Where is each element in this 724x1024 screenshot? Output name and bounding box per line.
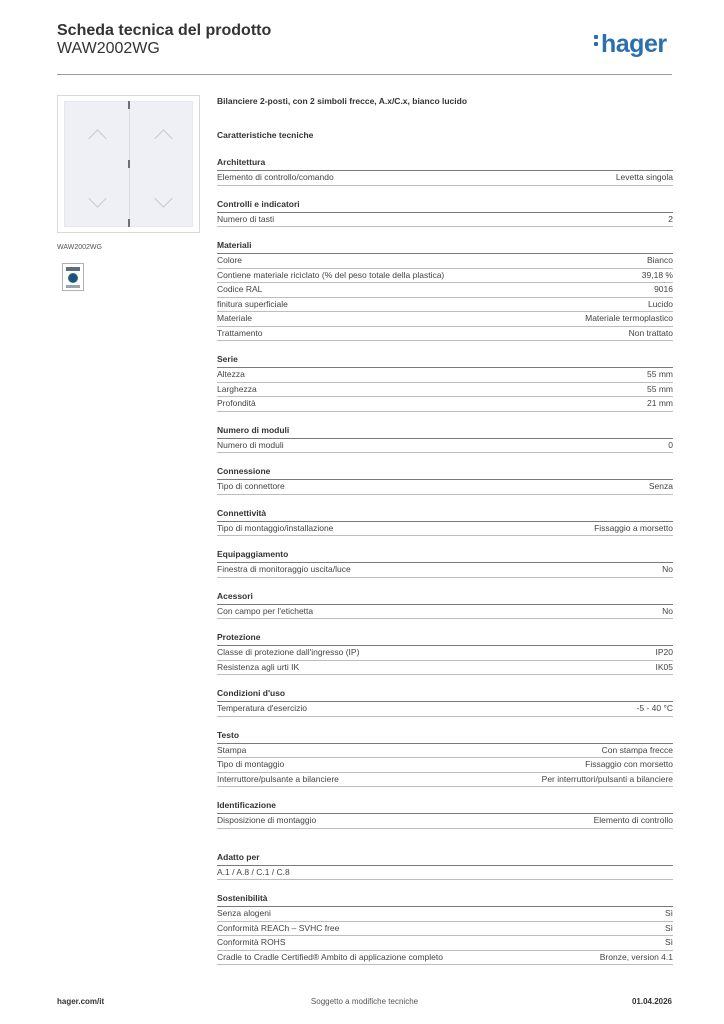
spec-label: Tipo di montaggio/installazione [217,522,334,533]
spec-label: Finestra di monitoraggio uscita/luce [217,564,351,574]
spec-value: Sì [664,937,673,947]
spec-section [217,799,673,829]
spec-section [217,729,673,788]
spec-row [217,907,673,922]
spec-value: IK05 [655,661,673,672]
spec-value: Elemento di controllo [593,815,673,825]
spec-row [217,661,673,676]
spec-value: -5 - 40 °C [636,703,673,713]
spec-value: Materiale termoplastico [585,313,673,323]
spec-value: 2 [668,213,673,224]
spec-value: Bronze, version 4.1 [599,951,673,962]
spec-row [217,269,673,284]
spec-row [217,866,673,881]
spec-value: 39,18 % [641,269,673,280]
spec-row [217,480,673,495]
spec-label: Colore [217,255,243,265]
spec-row [217,563,673,578]
spec-label: Stampa [217,744,247,755]
spec-value: IP20 [655,647,673,657]
section-title: Numero di moduli [217,424,673,439]
section-title: Serie [217,353,673,368]
spec-value: No [662,564,673,574]
spec-label: Codice RAL [217,284,263,294]
arrow-up-icon [88,129,106,147]
spec-value: Sì [664,908,673,918]
spec-row [217,213,673,228]
spec-value: Lucido [647,298,673,309]
spec-row [217,368,673,383]
spec-value: 0 [668,439,673,450]
page-title: Scheda tecnica del prodotto [57,22,272,39]
spec-section [217,590,673,620]
spec-label: Resistenza agli urti IK [217,661,300,672]
spec-label: Interruttore/pulsante a bilanciere [217,773,339,784]
section-title: Connettività [217,507,673,522]
certification-badge-icon [62,263,84,291]
arrow-down-icon [154,189,172,207]
product-image [57,95,200,233]
spec-section [217,892,673,965]
spec-row [217,922,673,937]
section-title: Identificazione [217,799,673,814]
spec-row [217,397,673,412]
spec-row [217,758,673,773]
rocker-switch-illustration [64,101,193,227]
section-title: Adatto per [217,851,673,866]
section-title: Sostenibilità [217,892,673,907]
spec-label: Contiene materiale riciclato (% del peso totale della plastica) [217,269,445,280]
rocker-mark-bottom [128,219,130,227]
features-title: Caratteristiche tecniche [217,130,314,140]
spec-label: Materiale [217,313,252,323]
rocker-mark-middle [128,160,130,168]
spec-label: Classe di protezione dall'ingresso (IP) [217,647,360,657]
footer-note: Soggetto a modifiche tecniche [310,997,419,1006]
section-title: Equipaggiamento [217,548,673,563]
brand-name: hager [601,30,667,58]
spec-value: Non trattato [628,327,673,338]
spec-section [217,156,673,186]
spec-row [217,646,673,661]
spec-row [217,383,673,398]
spec-value: Levetta singola [615,172,673,182]
spec-label: Temperatura d'esercizio [217,703,307,713]
spec-row [217,283,673,298]
spec-label: Conformità ROHS [217,937,286,947]
spec-section [217,851,673,881]
spec-section [217,548,673,578]
spec-value: 55 mm [647,383,673,394]
spec-value: Con stampa frecce [601,744,673,755]
spec-section [217,507,673,537]
spec-section [217,239,673,341]
spec-label: Con campo per l'etichetta [217,605,314,616]
spec-value: Fissaggio a morsetto [594,522,673,533]
spec-section [217,631,673,675]
spec-value: Senza [648,481,673,491]
spec-value: 55 mm [647,369,673,379]
image-caption: WAW2002WG [57,244,102,251]
product-description: Bilanciere 2-posti, con 2 simboli frecce, A.x/C.x, bianco lucido [217,96,468,106]
spec-section [217,353,673,412]
spec-value: Per interruttori/pulsanti a bilanciere [541,773,673,784]
spec-label: Trattamento [217,327,263,338]
spec-section [217,198,673,228]
spec-value: Fissaggio con morsetto [585,759,673,769]
section-title: Architettura [217,156,673,171]
brand-logo [594,30,667,59]
section-title: Protezione [217,631,673,646]
spec-label: Cradle to Cradle Certified® Ambito di applicazione completo [217,951,443,962]
section-title: Materiali [217,239,673,254]
spec-label: Larghezza [217,383,257,394]
footer-website-link[interactable]: hager.com/it [57,997,105,1006]
spec-row [217,773,673,788]
spec-label: Disposizione di montaggio [217,815,317,825]
section-title: Acessori [217,590,673,605]
spec-value: Bianco [647,255,673,265]
logo-dots-icon [594,32,599,49]
header-divider [57,74,672,75]
spec-row [217,702,673,717]
arrow-down-icon [88,189,106,207]
spec-label: finitura superficiale [217,298,288,309]
spec-row [217,814,673,829]
spec-row [217,312,673,327]
spec-value: Sì [664,922,673,933]
spec-label: Altezza [217,369,245,379]
spec-section [217,424,673,454]
spec-row [217,936,673,951]
section-title: Testo [217,729,673,744]
spec-label: Senza alogeni [217,908,271,918]
spec-sections [217,156,673,965]
spec-label: Numero di moduli [217,439,284,450]
spec-row [217,327,673,342]
footer-date: 01.04.2026 [631,997,672,1006]
spec-label: Conformità REACh – SVHC free [217,922,340,933]
section-title: Connessione [217,465,673,480]
spec-row [217,522,673,537]
rocker-mark-top [128,101,130,109]
spec-content [217,96,673,965]
spec-row [217,744,673,759]
spec-label: Tipo di connettore [217,481,285,491]
spec-row [217,298,673,313]
spec-row [217,171,673,186]
spec-value: No [662,605,673,616]
spec-row [217,605,673,620]
spec-section [217,687,673,717]
spec-label: Tipo di montaggio [217,759,285,769]
arrow-up-icon [154,129,172,147]
product-code: WAW2002WG [57,40,160,57]
spec-label: Profondità [217,398,256,408]
spec-value: 9016 [654,284,673,294]
spec-label: A.1 / A.8 / C.1 / C.8 [217,866,290,877]
spec-value: 21 mm [647,398,673,408]
spec-section [217,465,673,495]
spec-label: Elemento di controllo/comando [217,172,334,182]
spec-row [217,254,673,269]
section-title: Condizioni d'uso [217,687,673,702]
spec-row [217,439,673,454]
spec-label: Numero di tasti [217,213,275,224]
section-title: Controlli e indicatori [217,198,673,213]
spec-row [217,951,673,966]
